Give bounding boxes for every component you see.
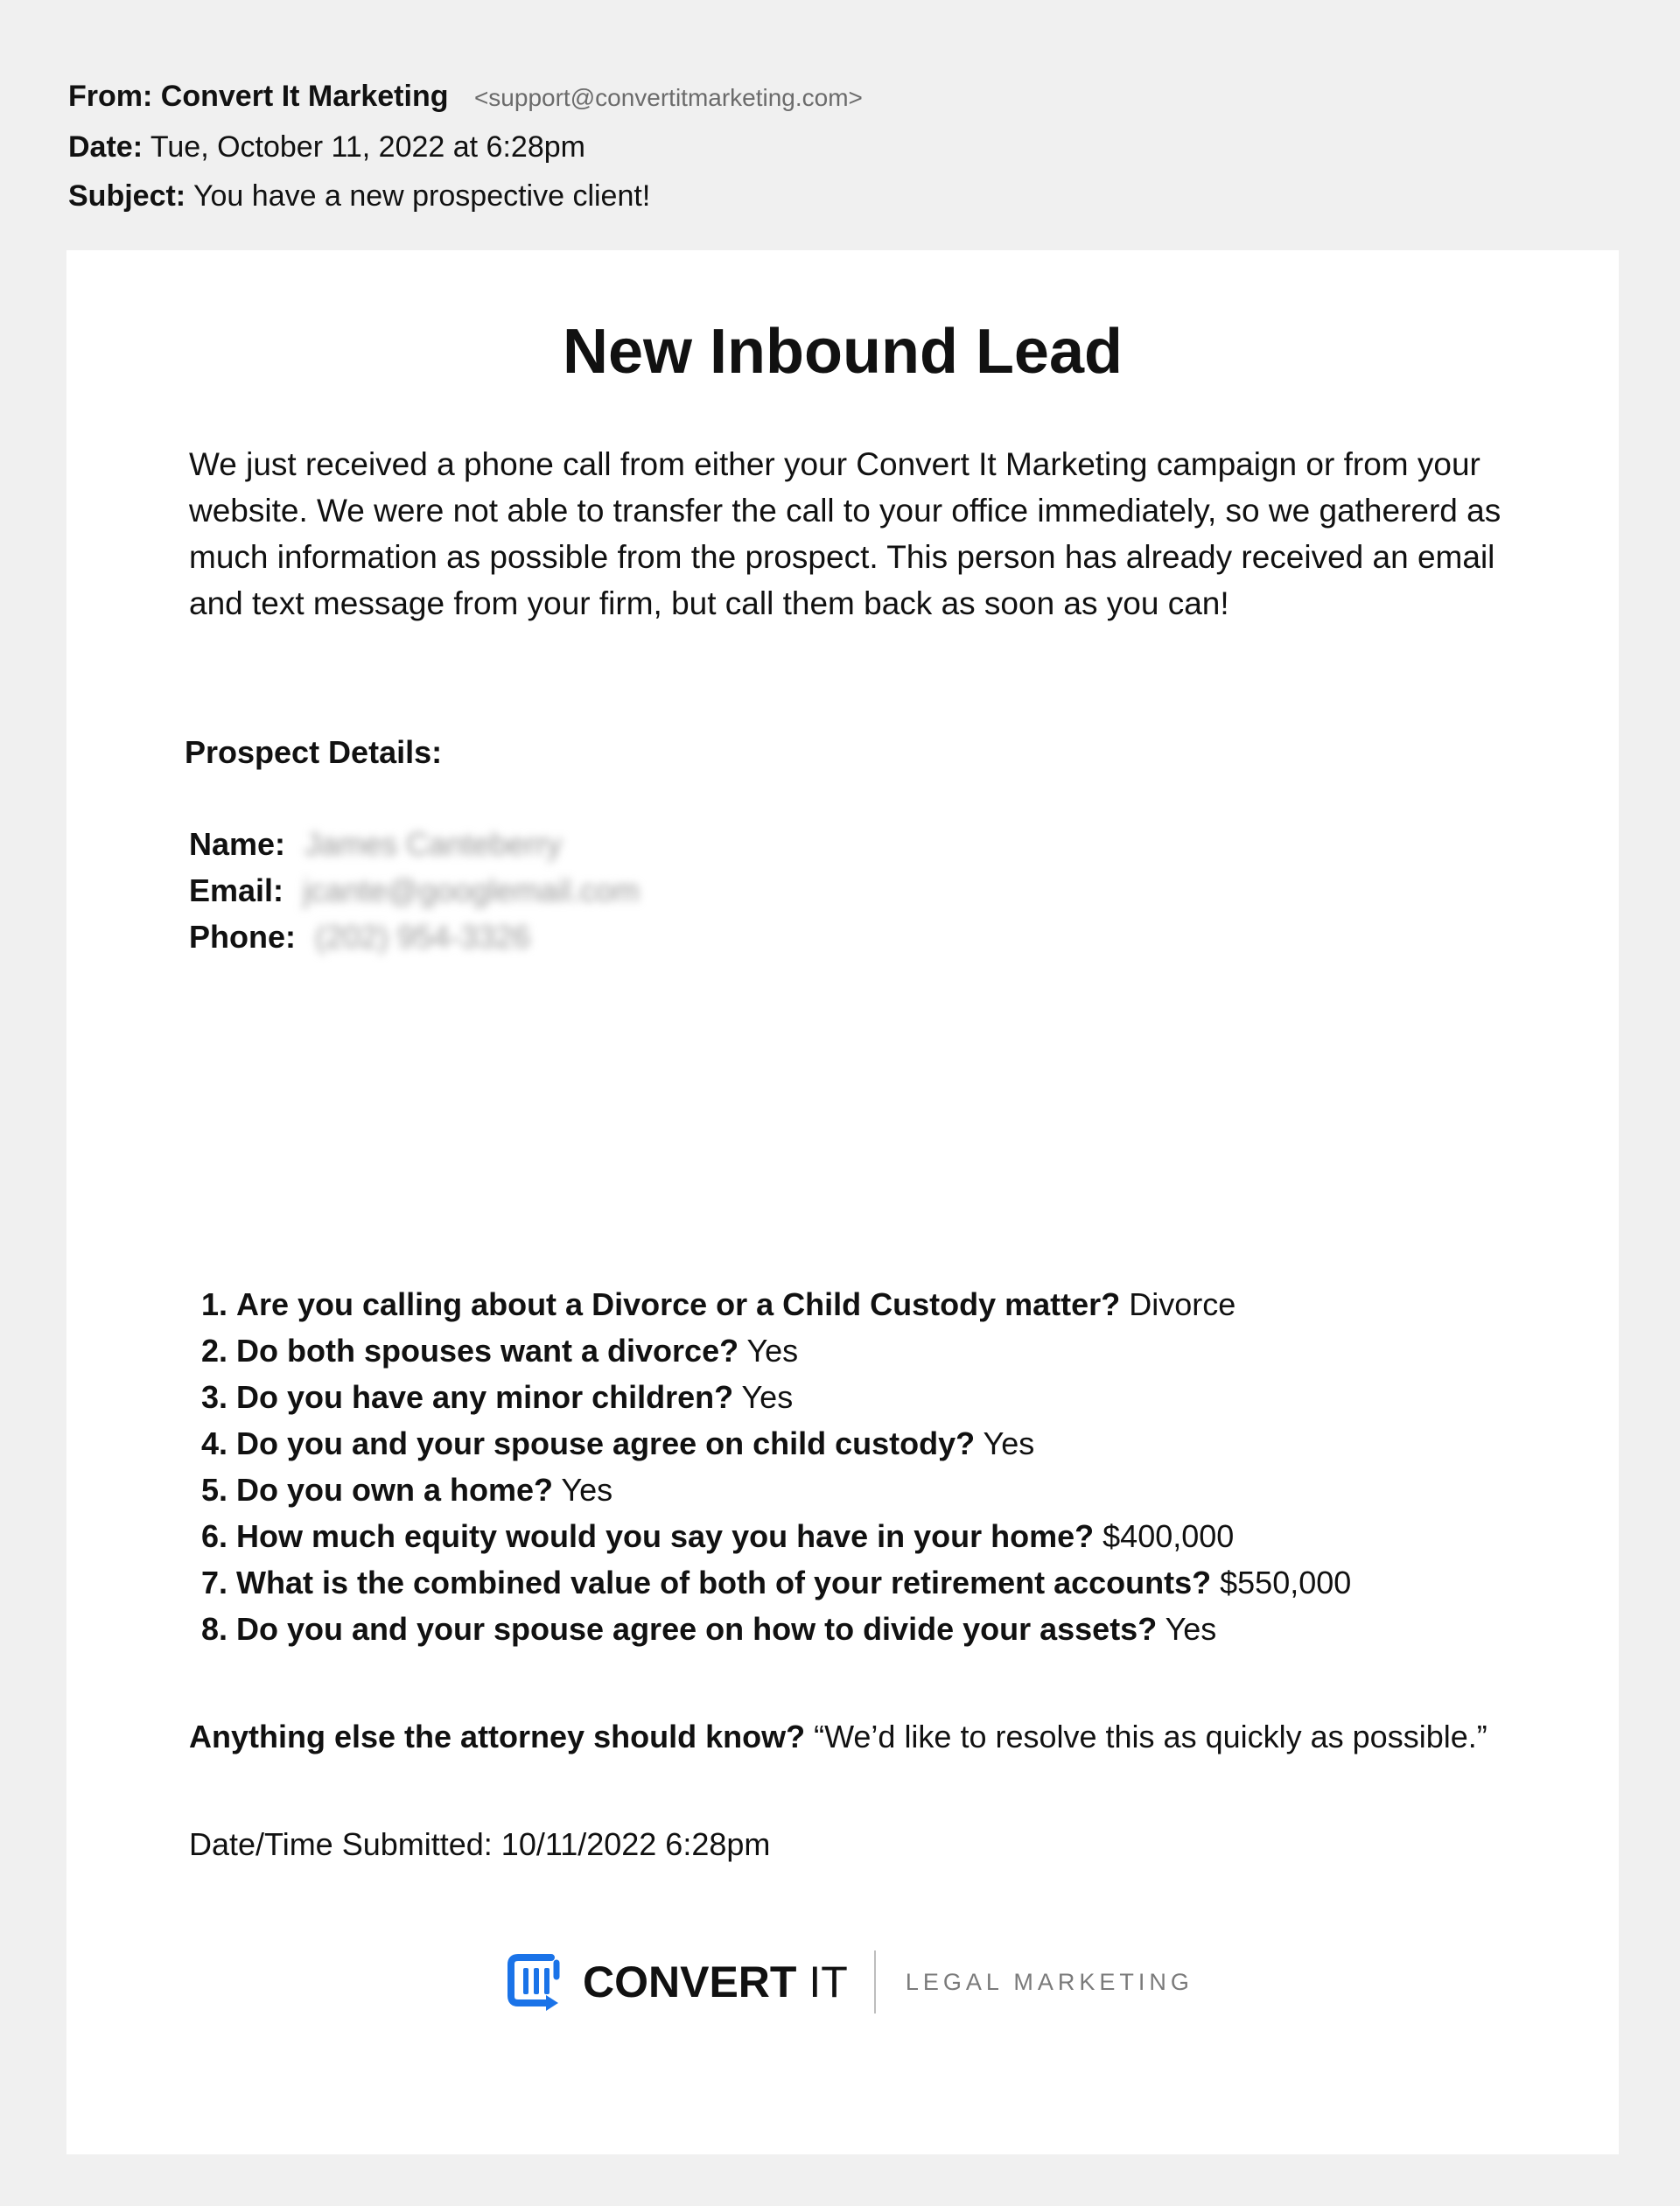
question-answer: Yes [1165,1611,1217,1647]
detail-value-redacted: James Canteberry [304,826,563,862]
question-number: 3. [200,1379,228,1415]
attorney-note-value: “We’d like to resolve this as quickly as possible.” [814,1719,1488,1754]
question-number: 7. [200,1565,228,1600]
list-item [189,1327,1351,1374]
question-text: How much equity would you say you have in your home? [236,1518,1095,1554]
intro-paragraph: We just received a phone call from either your Convert It Marketing campaign or from your website. We were not able to transfer the call to your office immediately, so we gathererd as much information as possible from the prospect. This person has already received an email and text message from your firm, but call them back as soon as you can! [189,446,1502,621]
attorney-note [189,1713,1488,1760]
detail-label: Phone: [189,919,296,955]
date-row [68,123,1556,172]
attorney-note-label: Anything else the attorney should know? [189,1719,806,1754]
email-body-card [66,250,1619,2154]
sender-address[interactable]: <support@convertitmarketing.com> [473,84,863,111]
question-number: 1. [200,1286,228,1322]
question-text: What is the combined value of both of your retirement accounts? [236,1565,1212,1600]
question-answer: Divorce [1129,1286,1236,1322]
subject-value: You have a new prospective client! [192,179,651,213]
list-item [189,1513,1351,1559]
question-text: Do you and your spouse agree on child custody? [236,1425,976,1461]
subject-row [68,172,1556,221]
intake-questions-list [189,1281,1351,1652]
convert-it-logo-icon [506,1950,567,2013]
logo-divider [874,1950,876,2013]
detail-row-phone [189,914,640,960]
submitted-timestamp: Date/Time Submitted: 10/11/2022 6:28pm [189,1826,771,1862]
question-number: 8. [200,1611,228,1647]
date-label: Date: [68,130,144,164]
list-item [189,1281,1351,1327]
prospect-details-heading: Prospect Details: [185,734,443,770]
subject-label: Subject: [68,179,186,213]
question-text: Do you have any minor children? [236,1379,734,1415]
email-header [68,72,1556,221]
logo-tagline: LEGAL MARKETING [905,1968,1194,1995]
from-row [68,72,1556,123]
question-number: 5. [200,1472,228,1508]
prospect-details [189,821,640,960]
question-answer: Yes [983,1425,1035,1461]
from-label: From: [68,80,153,113]
list-item [189,1606,1351,1652]
email-title: New Inbound Lead [563,317,1123,387]
list-item [189,1420,1351,1467]
list-item [189,1467,1351,1513]
question-text: Do you and your spouse agree on how to divide your assets? [236,1611,1158,1647]
question-text: Do both spouses want a divorce? [236,1333,739,1369]
question-text: Are you calling about a Divorce or a Child Custody matter? [236,1286,1121,1322]
question-answer: Yes [561,1472,613,1508]
detail-label: Name: [189,826,286,862]
logo-word-it: IT [808,1957,848,2006]
logo-wordmark [583,1957,848,2007]
detail-value-redacted: (202) 954-3326 [315,919,531,955]
sender-name[interactable]: Convert It Marketing [160,80,449,113]
question-answer: $550,000 [1220,1565,1352,1600]
detail-row-name [189,821,640,867]
detail-label: Email: [189,872,284,908]
convert-it-logo [506,1943,1194,2021]
detail-row-email [189,867,640,914]
question-number: 4. [200,1425,228,1461]
date-value: Tue, October 11, 2022 at 6:28pm [150,130,585,164]
list-item [189,1374,1351,1420]
question-answer: $400,000 [1102,1518,1235,1554]
question-number: 6. [200,1518,228,1554]
logo-word-convert: CONVERT [583,1957,797,2006]
question-answer: Yes [741,1379,794,1415]
question-number: 2. [200,1333,228,1369]
list-item [189,1559,1351,1606]
question-answer: Yes [746,1333,799,1369]
question-text: Do you own a home? [236,1472,554,1508]
detail-value-redacted: jcante@googlemail.com [303,872,640,908]
